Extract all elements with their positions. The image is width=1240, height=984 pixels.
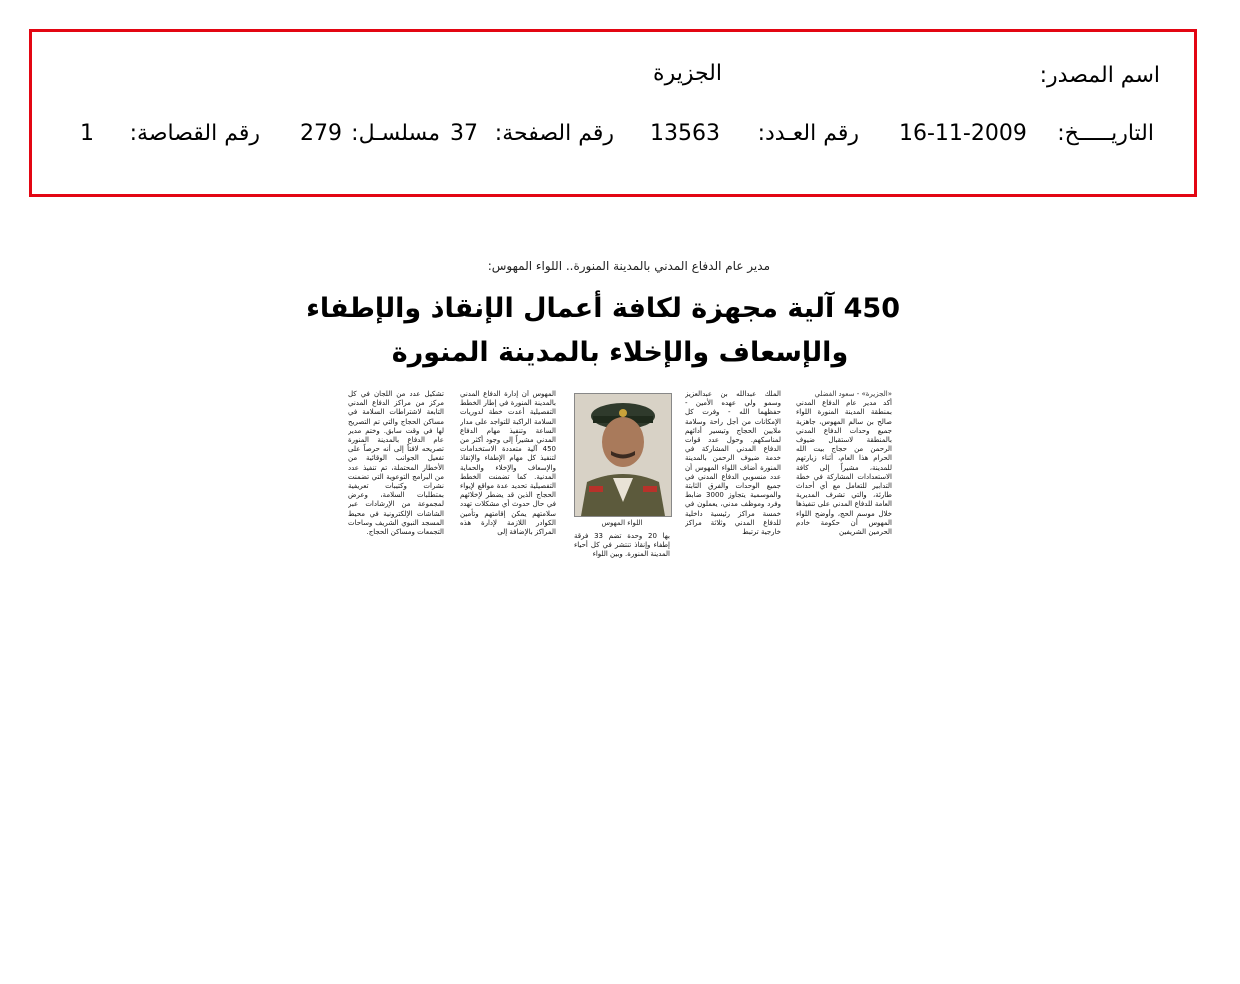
article-kicker: مدير عام الدفاع المدني بالمدينة المنورة.. اللواء المهوس: (487, 259, 770, 273)
column-text: بها 20 وحدة تضم 33 فرقة إطفاء وإنقاذ تنتشر في كل أحياء المدينة المنورة. وبين اللواء (574, 532, 670, 559)
article-column-5 (348, 390, 444, 570)
source-value: الجزيرة (653, 61, 722, 86)
newspaper-clipping (306, 255, 900, 575)
column-text: الملك عبدالله بن عبدالعزيز وسمو ولي عهده الأمين - حفظهما الله - وفرت كل الإمكانات من أجل راحة وسلامة ملايين الحجاج وتيسير أدائهم لمناسكهم. وحول عدد قوات الدفاع المدني المشاركة في خدمة ضيوف الرحمن بالمدينة المنورة أضاف اللواء المهوس أن عدد منسوبي الدفاع المدني في جميع الوحدات والفرق الثابتة والموسمية يتجاوز 3000 ضابط وفرد وموظف مدني، يعملون في خمسة مراكز رئيسية داخلية للدفاع المدني وثلاثة مراكز خارجية ترتبط (685, 390, 781, 537)
portrait-illustration (575, 394, 671, 516)
article-column-4 (460, 390, 556, 570)
clip-value: 1 (80, 121, 94, 146)
page-label: رقم الصفحة: (494, 121, 614, 146)
issue-value: 13563 (650, 121, 720, 146)
clip-label: رقم القصاصة: (129, 121, 260, 146)
column-text: المهوس أن إدارة الدفاع المدني بالمدينة المنورة في إطار الخطط التفصيلية أعدت خطة لدوريات السلامة الراكبة للتواجد على مدار الساعة وتنفيذ مهام الدفاع المدني مشيراً إلى وجود أكثر من 450 آلية متعددة الاستخدامات لتنفيذ كل مهام الإطفاء والإنقاذ والإسعاف والإخلاء والحماية المدنية. كما تضمنت الخطط التفصيلية تحديد عدة مواقع لإيواء الحجاج الذين قد يضطر لإخلائهم في حال حدوث أي مشكلات تهدد سلامتهم يمكن إقامتهم وتأمين الكوادر اللازمة لإدارة هذه المراكز بالإضافة إلى (460, 390, 556, 537)
serial-value: 279 (300, 121, 342, 146)
article-column-2 (685, 390, 781, 570)
article-byline: «الجزيرة» - سعود الفضلي (814, 390, 892, 398)
headline-line-2: والإسعاف والإخلاء بالمدينة المنورة (391, 337, 849, 368)
headline-line-1: 450 آلية مجهزة لكافة أعمال الإنقاذ والإطفاء (306, 293, 900, 324)
page-value: 37 (450, 121, 478, 146)
column-text: أكد مدير عام الدفاع المدني بمنطقة المدينة المنورة اللواء صالح بن سالم المهوس، جاهزية جميع وحدات الدفاع المدني بالمنطقة لاستقبال ضيوف الرحمن من حجاج بيت الله الحرام هذا العام، أثناء زيارتهم للمدينة، مشيراً إلى كافة الاستعدادات المشاركة في خطة التدابير للتعامل مع أي أحداث طارئة، والتي تشرف المديرية العامة للدفاع المدني على تنفيذها خلال موسم الحج، وأوضح اللواء المهوس أن حكومة خادم الحرمين الشريفين (796, 399, 892, 537)
column-text: تشكيل عدد من اللجان في كل مركز من مراكز الدفاع المدني التابعة لاشتراطات السلامة في مساكن الحجاج والتي تم التصريح لها في وقت سابق. وختم مدير عام الدفاع بالمدينة المنورة تصريحه لافتاً إلى أنه حرصاً على تفعيل الجوانب الوقائية من الأخطار المحتملة، تم تنفيذ عدد من البرامج التوعوية التي تضمنت نشرات وكتيبات تعريفية بمتطلبات السلامة، وعرض لمجموعة من الإرشادات عبر الشاشات الإلكترونية في محيط المسجد النبوي الشريف وساحات التجمعات ومساكن الحجاج. (348, 390, 444, 537)
date-label: التاريـــــخ: (1057, 121, 1154, 146)
serial-label: مسلسـل: (351, 121, 440, 146)
date-value: 16-11-2009 (899, 121, 1027, 146)
source-label: اسم المصدر: (1039, 63, 1160, 88)
photo-caption: اللواء المهوس (601, 519, 643, 527)
article-column-3 (574, 532, 670, 574)
official-portrait-photo (574, 393, 672, 517)
issue-label: رقم العـدد: (757, 121, 859, 146)
source-info-box (29, 29, 1197, 197)
article-column-1 (796, 390, 892, 570)
